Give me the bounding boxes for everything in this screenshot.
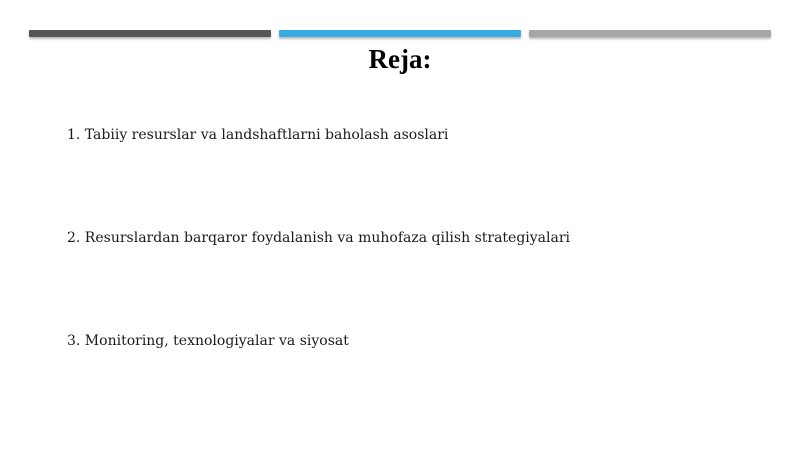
accent-bar-blue xyxy=(279,30,521,37)
accent-bar-dark xyxy=(29,30,271,37)
accent-bar-light xyxy=(529,30,771,37)
plan-item-1: 1. Tabiiy resurslar va landshaftlarni baholash asoslari xyxy=(67,127,449,143)
plan-item-2: 2. Resurslardan barqaror foydalanish va muhofaza qilish strategiyalari xyxy=(67,230,571,246)
slide-title: Reja: xyxy=(368,44,432,74)
plan-item-3: 3. Monitoring, texnologiyalar va siyosat xyxy=(67,333,349,349)
